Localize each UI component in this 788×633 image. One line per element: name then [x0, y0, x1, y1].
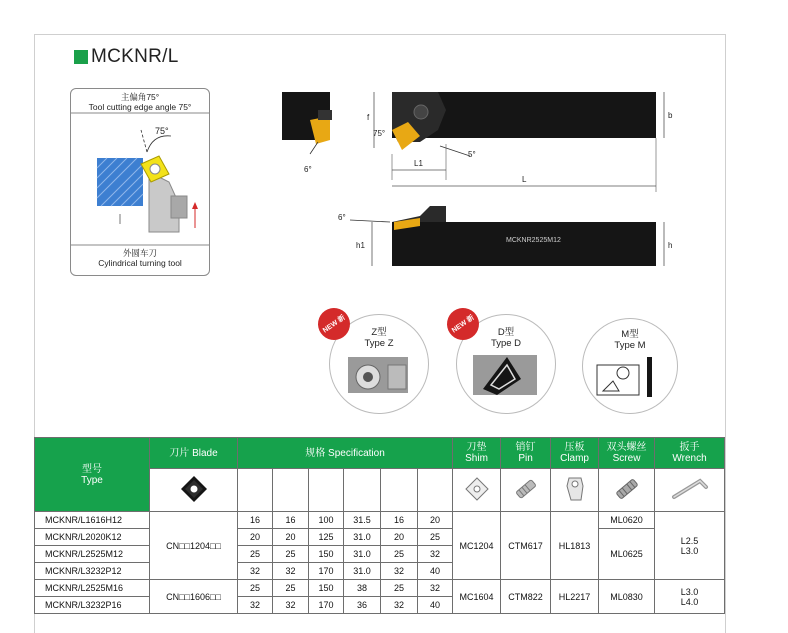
- header-screw: [599, 438, 655, 469]
- screw-icon: [612, 475, 642, 503]
- header-screw-en: Screw: [612, 453, 641, 464]
- wrench-group2-line2: L4.0: [680, 596, 699, 607]
- wrench-group2-line1: L3.0: [680, 586, 699, 597]
- type-m-en: Type M: [614, 340, 646, 351]
- model-cell: MCKNR/L2525M12: [35, 546, 150, 563]
- header-shim-en: Shim: [465, 453, 488, 464]
- header-shim-cn: 刀垫: [466, 442, 487, 453]
- angle-75-label: 75°: [155, 126, 169, 136]
- header-wrench-cn: 扳手: [679, 442, 700, 453]
- product-title-text: MCKNR/L: [91, 46, 179, 67]
- wrench-group1-line1: L2.5: [680, 535, 699, 546]
- type-m-cn: M型: [621, 329, 639, 340]
- end-view-angle-label: 6°: [304, 165, 312, 174]
- spec-col-h: [238, 469, 273, 512]
- cell-L1: 31.5: [344, 512, 381, 529]
- cell-h: 25: [238, 580, 273, 597]
- blade-group1: CN□□1204□□: [150, 512, 238, 580]
- screw-group1b: ML0625: [599, 529, 655, 580]
- header-clamp-cn: 压板: [564, 442, 585, 453]
- turning-caption-cn: 外圆车刀: [122, 248, 157, 258]
- header-type-cn: 型号: [82, 463, 102, 475]
- cell-f: 20: [418, 512, 453, 529]
- side-view-angle6: 6°: [338, 213, 346, 222]
- type-z-cn: Z型: [371, 327, 387, 338]
- spec-col-f: [418, 469, 453, 512]
- cell-L: 170: [309, 597, 344, 614]
- angle-caption-cn: 主偏角75°: [120, 92, 160, 102]
- wrench-group1: [655, 512, 725, 580]
- tool-marking: MCKNR2525M12: [506, 237, 561, 244]
- wrench-icon: [668, 475, 712, 503]
- cell-f: 40: [418, 563, 453, 580]
- specification-table: [34, 437, 725, 614]
- spec-col-h1: [381, 469, 418, 512]
- header-wrench-en: Wrench: [672, 453, 707, 464]
- top-view: [367, 92, 673, 192]
- cell-h: 32: [238, 597, 273, 614]
- cell-h: 32: [238, 563, 273, 580]
- cell-f: 25: [418, 529, 453, 546]
- dim-f-label: f: [367, 113, 370, 122]
- cell-L: 150: [309, 580, 344, 597]
- header-type-en: Type: [81, 474, 103, 486]
- header-pin: [501, 438, 551, 469]
- cell-L1: 31.0: [344, 546, 381, 563]
- pin-group2: CTM822: [501, 580, 551, 614]
- type-d-illustration: [457, 349, 555, 409]
- product-title: [74, 48, 179, 66]
- pin-icon: [511, 475, 541, 503]
- header-screw-cn: 双头螺丝: [606, 442, 647, 453]
- cell-L1: 38: [344, 580, 381, 597]
- cell-b: 25: [273, 580, 309, 597]
- spec-col-L1: [344, 469, 381, 512]
- model-cell: MCKNR/L1616H12: [35, 512, 150, 529]
- pin-icon-cell: [501, 469, 551, 512]
- cell-L: 150: [309, 546, 344, 563]
- cell-h: 25: [238, 546, 273, 563]
- table-row: [35, 529, 725, 546]
- cell-b: 25: [273, 546, 309, 563]
- cell-L1: 31.0: [344, 529, 381, 546]
- spec-col-L: [309, 469, 344, 512]
- model-cell: MCKNR/L2020K12: [35, 529, 150, 546]
- header-spec: 规格 Specification: [238, 438, 453, 469]
- type-d-cn: D型: [497, 327, 515, 338]
- cell-h1: 32: [381, 597, 418, 614]
- angle-caption-en: Tool cutting edge angle 75°: [88, 102, 192, 112]
- type-z-new-badge: NEW 新: [312, 302, 357, 347]
- header-blade: 刀片 Blade: [150, 438, 238, 469]
- header-type: [35, 438, 150, 512]
- type-z-illustration: [330, 349, 428, 409]
- wrench-group1-line2: L3.0: [680, 545, 699, 556]
- top-view-angle5: 5°: [468, 150, 476, 159]
- tool-technical-drawing: [270, 70, 690, 280]
- dim-L-label: L: [522, 175, 527, 184]
- header-pin-en: Pin: [518, 453, 533, 464]
- screw-group2: ML0830: [599, 580, 655, 614]
- dim-h1-label: h1: [356, 241, 365, 250]
- shim-icon: [463, 475, 491, 503]
- type-z-en: Type Z: [364, 338, 394, 349]
- cutting-angle-diagram: [71, 112, 209, 246]
- clamp-icon-cell: [551, 469, 599, 512]
- header-shim: [453, 438, 501, 469]
- header-pin-cn: 销钉: [515, 442, 536, 453]
- cell-h: 16: [238, 512, 273, 529]
- shim-group1: MC1204: [453, 512, 501, 580]
- screw-icon-cell: [599, 469, 655, 512]
- type-d-new-badge: NEW 新: [441, 302, 486, 347]
- cell-L1: 31.0: [344, 563, 381, 580]
- shim-group2: MC1604: [453, 580, 501, 614]
- cell-L: 125: [309, 529, 344, 546]
- clamp-group2: HL2217: [551, 580, 599, 614]
- screw-group1a: ML0620: [599, 512, 655, 529]
- table-row: [35, 580, 725, 597]
- cell-h1: 16: [381, 512, 418, 529]
- cutting-angle-box: [70, 88, 210, 276]
- model-cell: MCKNR/L3232P12: [35, 563, 150, 580]
- type-m-illustration: [583, 351, 677, 407]
- type-m-bubble: [582, 318, 678, 414]
- header-clamp-en: Clamp: [560, 453, 589, 464]
- shim-icon-cell: [453, 469, 501, 512]
- cnmg-insert-icon: [179, 474, 209, 504]
- cell-h: 20: [238, 529, 273, 546]
- cell-f: 40: [418, 597, 453, 614]
- wrench-group2: [655, 580, 725, 614]
- spec-col-b: [273, 469, 309, 512]
- table-row: [35, 512, 725, 529]
- cell-h1: 25: [381, 546, 418, 563]
- cell-L: 170: [309, 563, 344, 580]
- header-clamp: [551, 438, 599, 469]
- top-view-angle75: 75°: [373, 129, 386, 138]
- cell-h1: 32: [381, 563, 418, 580]
- cell-f: 32: [418, 546, 453, 563]
- model-cell: MCKNR/L2525M16: [35, 580, 150, 597]
- wrench-icon-cell: [655, 469, 725, 512]
- cell-L: 100: [309, 512, 344, 529]
- cell-b: 32: [273, 597, 309, 614]
- blade-insert-icon: [150, 469, 238, 512]
- cell-h1: 20: [381, 529, 418, 546]
- side-view: [338, 206, 672, 266]
- cell-h1: 25: [381, 580, 418, 597]
- clamp-group1: HL1813: [551, 512, 599, 580]
- clamp-icon: [561, 474, 589, 504]
- cell-L1: 36: [344, 597, 381, 614]
- turning-caption-en: Cylindrical turning tool: [98, 258, 182, 268]
- cell-b: 20: [273, 529, 309, 546]
- blade-group2: CN□□1606□□: [150, 580, 238, 614]
- cell-f: 32: [418, 580, 453, 597]
- header-wrench: [655, 438, 725, 469]
- title-green-square: [74, 50, 88, 64]
- pin-group1: CTM617: [501, 512, 551, 580]
- type-d-en: Type D: [490, 338, 522, 349]
- dim-L1-label: L1: [414, 159, 423, 168]
- model-cell: MCKNR/L3232P16: [35, 597, 150, 614]
- dim-h-label: h: [668, 241, 673, 250]
- dim-b-label: b: [668, 111, 673, 120]
- cell-b: 16: [273, 512, 309, 529]
- end-view: [282, 92, 332, 174]
- cell-b: 32: [273, 563, 309, 580]
